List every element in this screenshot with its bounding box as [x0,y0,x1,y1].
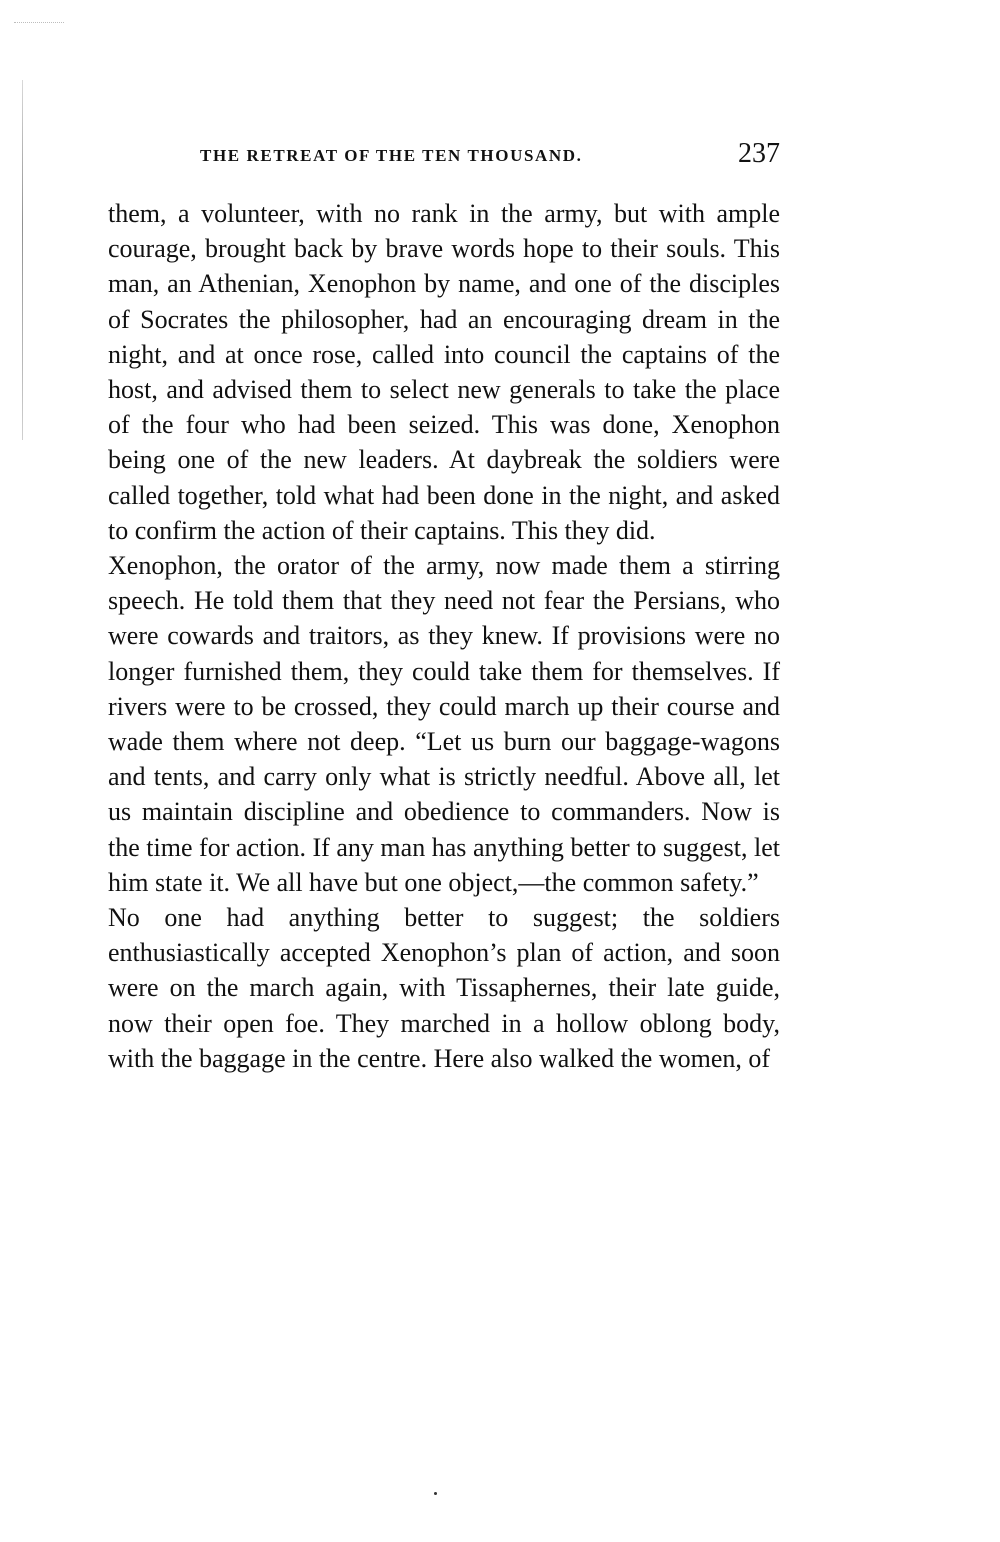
page-header [108,140,780,176]
paragraph-2: Xenophon, the orator of the army, now made them a stirring speech. He told them that they need not fear the Persians, who were cowards and traitors, as they knew. If provisions were no longer furnished them, they could take them for themselves. If rivers were to be crossed, they could march up their course and wade them where not deep. “Let us burn our baggage-wagons and tents, and carry only what is strictly needful. Above all, let us maintain discipline and obedience to commanders. Now is the time for action. If any man has anything better to suggest, let him state it. We all have but one object,—the common safety.” [108,551,780,897]
scan-gutter-line [22,80,23,440]
scan-speck [434,1492,437,1495]
body-text [108,196,780,1076]
paragraph-1: them, a volunteer, with no rank in the army, but with ample courage, brought back by brave words hope to their souls. This man, an Athenian, Xenophon by name, and one of the disciples of Socrates the philosopher, had an encouraging dream in the night, and at once rose, called into council the captains of the host, and advised them to select new generals to take the place of the four who had been seized. This was done, Xenophon being one of the new leaders. At daybreak the soldiers were called together, told what had been done in the night, and asked to confirm the action of their captains. This they did. [108,199,780,545]
paragraph-3: No one had anything better to suggest; the soldiers enthusiastically accepted Xenophon’s plan of action, and soon were on the march again, with Tissaphernes, their late guide, now their open foe. They marched in a hollow oblong body, with the baggage in the centre. Here also walked the women, of [108,903,780,1073]
running-head: THE RETREAT OF THE TEN THOUSAND. [200,146,583,165]
scan-edge-mark [14,22,64,29]
page-number: 237 [738,138,780,169]
